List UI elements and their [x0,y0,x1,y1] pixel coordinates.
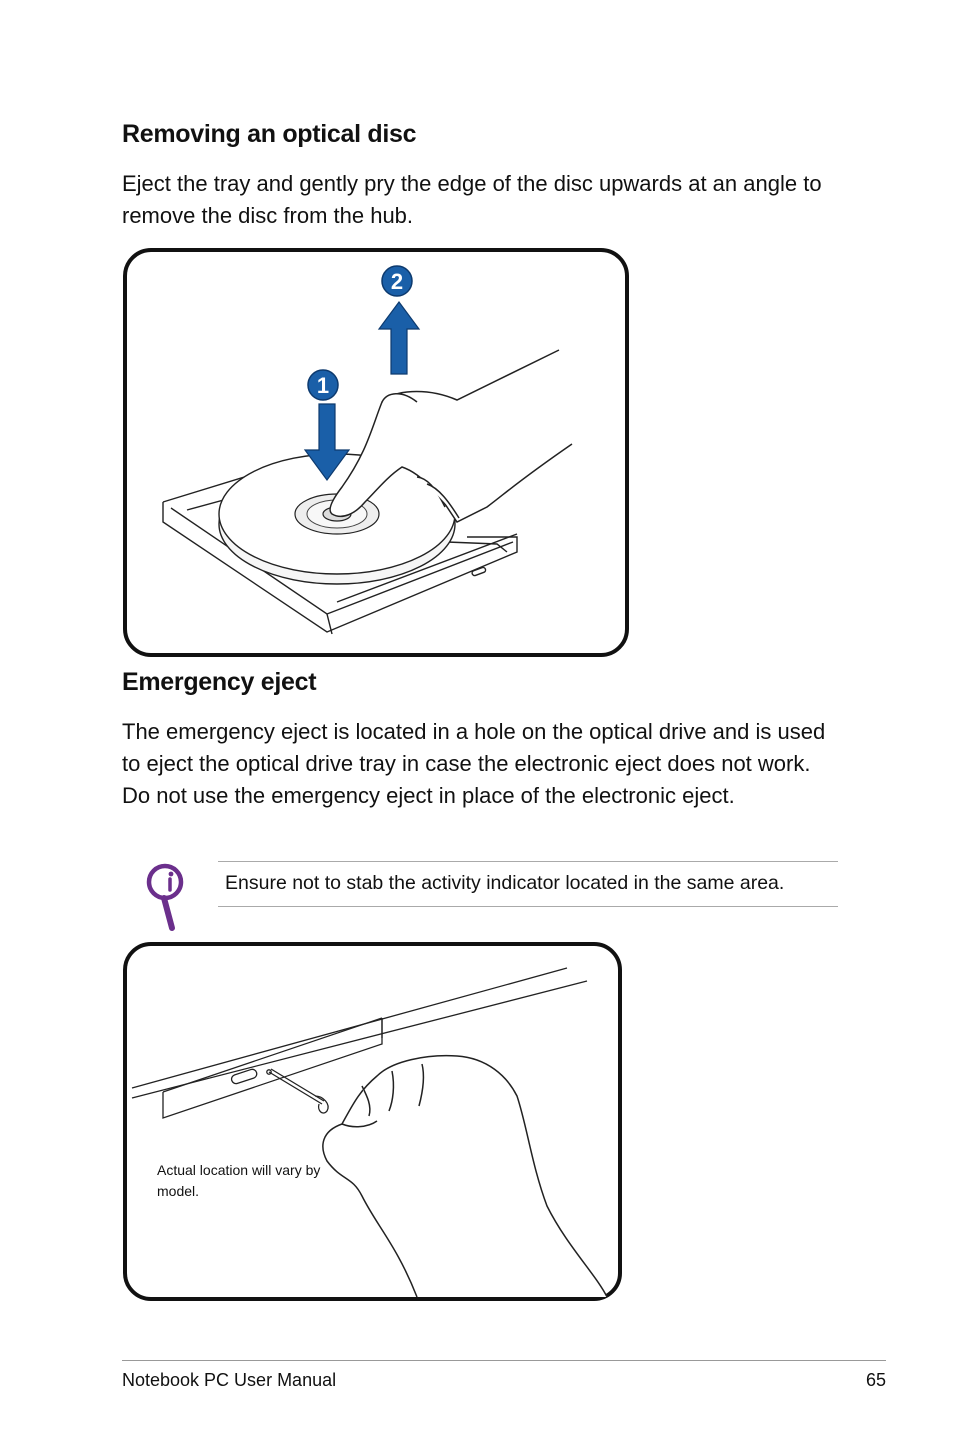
figure-caption: Actual location will vary by model. [157,1162,321,1199]
section-heading-removing-disc: Removing an optical disc [122,120,417,148]
step-badge-2 [382,266,412,296]
hand [323,1056,607,1297]
note-text: Ensure not to stab the activity indicator located in the same area. [225,872,785,894]
section-heading-emergency-eject: Emergency eject [122,668,317,696]
eject-pin [269,1069,328,1113]
section-body-removing-disc: Eject the tray and gently pry the edge of the disc upwards at an angle to remove the disc from the hub. [122,171,822,228]
step-badge-1 [308,370,338,400]
note-box [218,861,838,907]
svg-text:2: 2 [390,269,404,294]
figure-emergency-eject [123,942,622,1301]
svg-text:1: 1 [316,373,330,398]
footer-divider [122,1360,886,1361]
hand [330,350,572,522]
arrow-up-icon [379,302,419,374]
figure-remove-disc [123,248,629,657]
remove-disc-illustration [127,252,625,653]
section-body-emergency-eject: The emergency eject is located in a hole on the optical drive and is used to eject the optical drive tray in case the electronic eject does not work. Do not use the emergency eject in place of the electronic eject. [122,719,826,808]
footer-page-number: 65 [865,1370,886,1390]
emergency-eject-illustration [127,946,618,1297]
magnifier-info-icon [144,862,186,932]
footer-manual-title: Notebook PC User Manual [122,1370,337,1390]
